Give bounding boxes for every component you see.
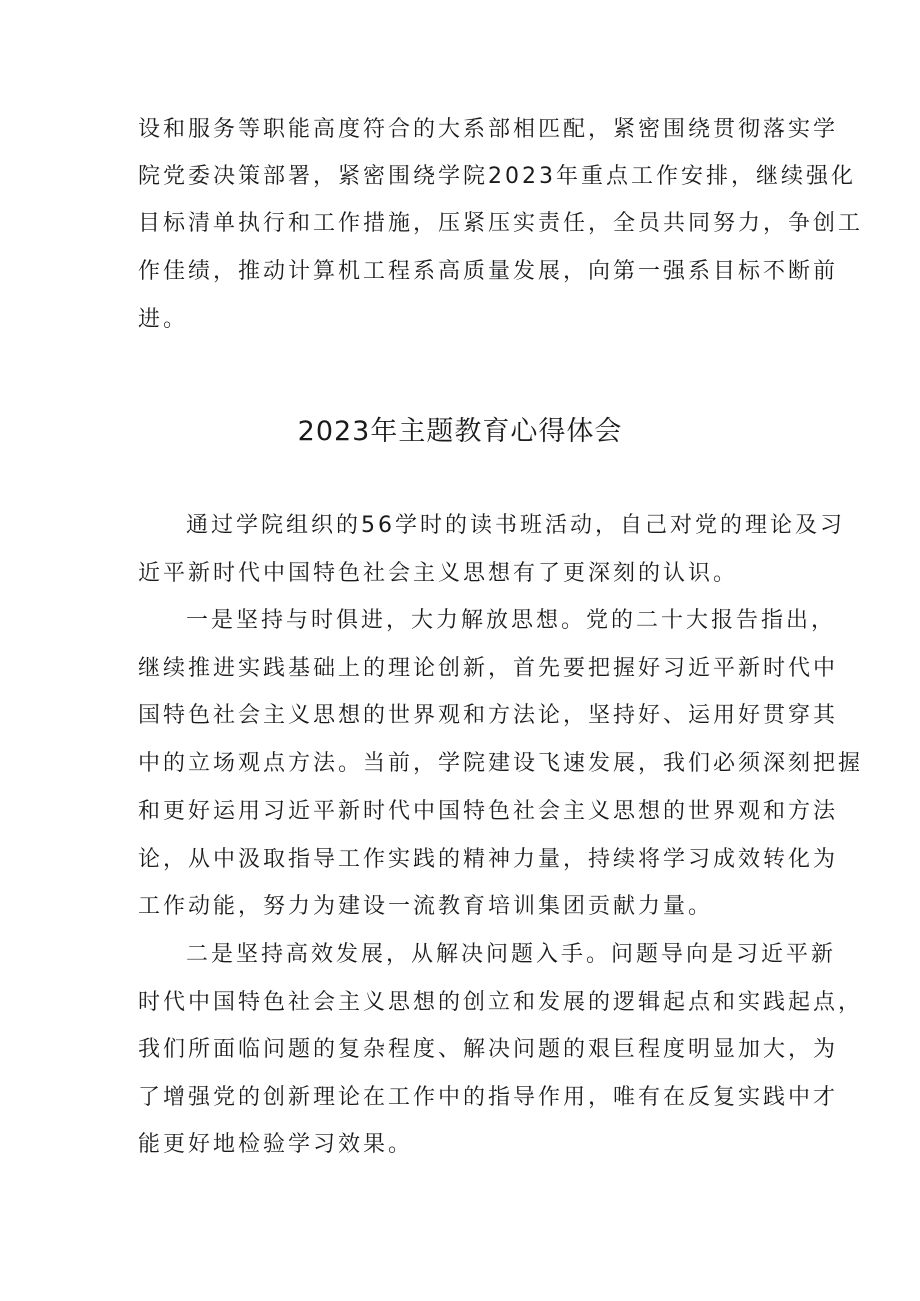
paragraph-2-line-2: 继续推进实践基础上的理论创新，首先要把握好习近平新时代中 [138,656,839,681]
page-title: 2023年主题教育心得体会 [297,416,623,447]
paragraph-2-line-7: 工作动能，努力为建设一流教育培训集团贡献力量。 [138,894,714,919]
intro-line-4: 作佳绩，推动计算机工程系高质量发展，向第一强系目标不断前 [138,259,839,284]
paragraph-2-line-1: 一是坚持与时俱进，大力解放思想。党的二十大报告指出， [186,608,837,633]
intro-line-5: 进。 [138,307,189,332]
paragraph-2-line-6: 论，从中汲取指导工作实践的精神力量，持续将学习成效转化为 [138,847,839,872]
paragraph-2-line-4: 中的立场观点方法。当前，学院建设飞速发展，我们必须深刻把握 [138,751,864,776]
paragraph-2-line-5: 和更好运用习近平新时代中国特色社会主义思想的世界观和方法 [138,799,839,824]
paragraph-3-line-4: 了增强党的创新理论在工作中的指导作用，唯有在反复实践中才 [138,1085,839,1110]
intro-line-2: 院党委决策部署，紧密围绕学院2023年重点工作安排，继续强化 [138,164,856,189]
paragraph-3-line-3: 我们所面临问题的复杂程度、解决问题的艰巨程度明显加大，为 [138,1037,839,1062]
paragraph-3-line-1: 二是坚持高效发展，从解决问题入手。问题导向是习近平新 [186,942,837,967]
paragraph-3-line-5: 能更好地检验学习效果。 [138,1132,414,1157]
paragraph-2-line-3: 国特色社会主义思想的世界观和方法论，坚持好、运用好贯穿其 [138,703,839,728]
intro-line-1: 设和服务等职能高度符合的大系部相匹配，紧密围绕贯彻落实学 [138,117,839,142]
paragraph-1-line-1: 通过学院组织的56学时的读书班活动，自己对党的理论及习 [186,513,845,538]
paragraph-1-line-2: 近平新时代中国特色社会主义思想有了更深刻的认识。 [138,561,739,586]
intro-line-3: 目标清单执行和工作措施，压紧压实责任，全员共同努力，争创工 [138,211,864,236]
paragraph-3-line-2: 时代中国特色社会主义思想的创立和发展的逻辑起点和实践起点， [138,990,864,1015]
